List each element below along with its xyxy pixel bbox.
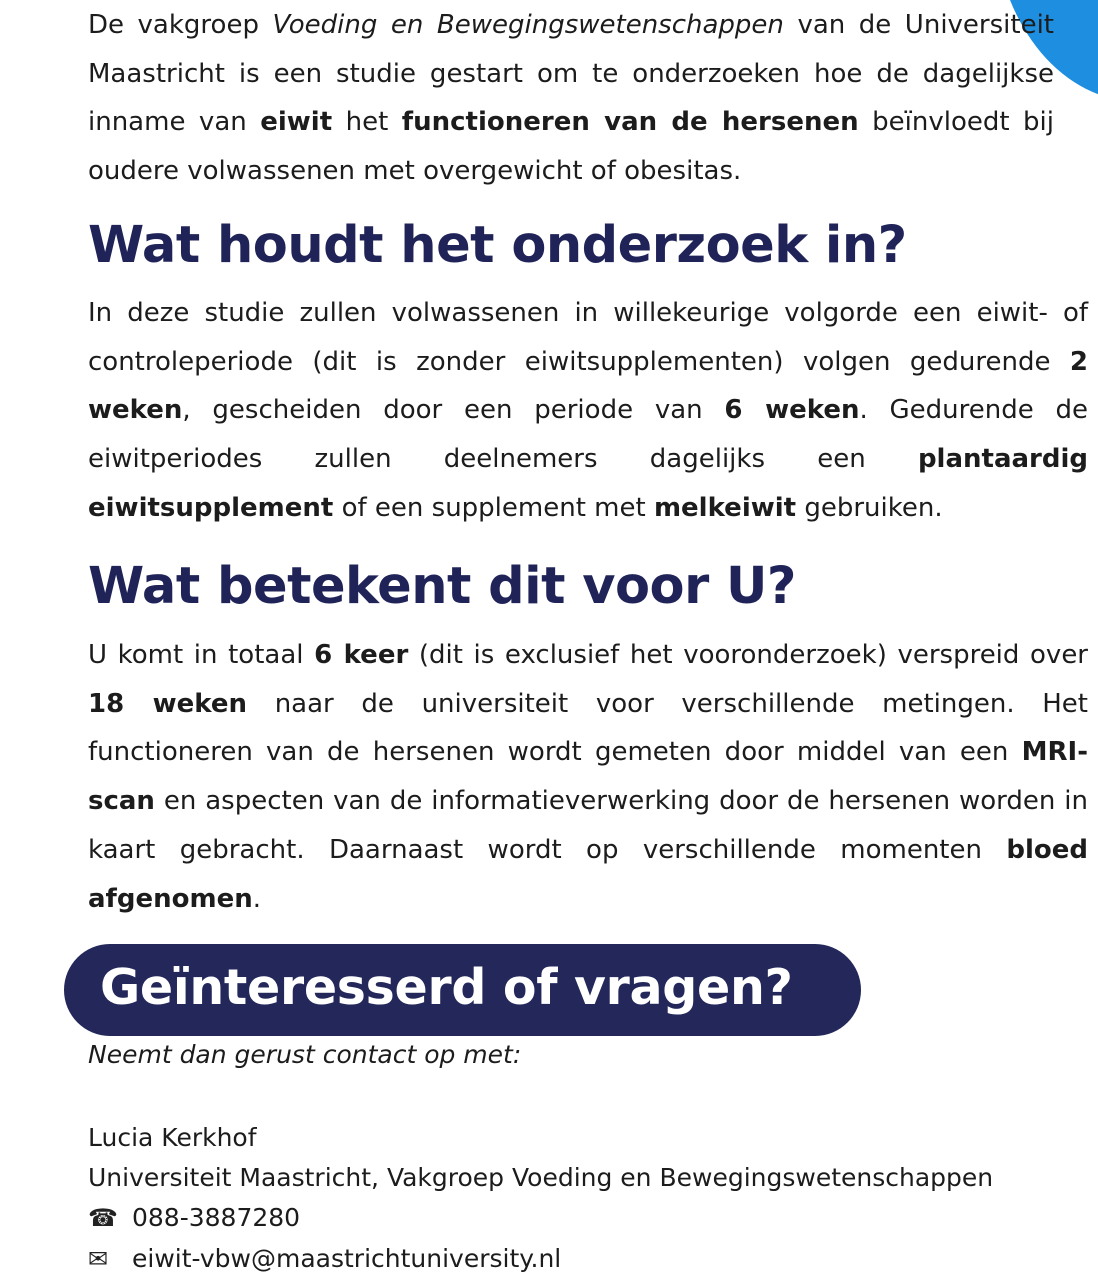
- contact-banner-text: Geïnteresserd of vragen?: [100, 959, 793, 1016]
- contact-intro: Neemt dan gerust contact op met:: [88, 1040, 522, 1069]
- participation-paragraph: U komt in totaal 6 keer (dit is exclusief het vooronderzoek) verspreid over 18 weken naar de universiteit voor verschillende metingen. Het functioneren van de hersenen wordt gemeten door middel van een MRI-scan en aspecten van de informatieverwerking door de hersenen worden in kaart gebracht. Daarnaast wordt op verschillende momenten bloed afgenomen.: [88, 640, 1088, 914]
- section-heading-onderzoek: Wat houdt het onderzoek in?: [88, 216, 907, 275]
- contact-organization: Universiteit Maastricht, Vakgroep Voeding en Bewegingswetenschappen: [88, 1163, 994, 1192]
- section-heading-betekenis: Wat betekent dit voor U?: [88, 557, 796, 616]
- study-description-paragraph: In deze studie zullen volwassenen in willekeurige volgorde een eiwit- of controleperiode (dit is zonder eiwitsupplementen) volgen gedurende 2 weken, gescheiden door een periode van 6 weken. Gedurende de eiwitperiodes zullen deelnemers dagelijks een plantaardig eiwitsupplement of een supplement met melkeiwit gebruiken.: [88, 298, 1088, 523]
- contact-email[interactable]: eiwit-vbw@maastrichtuniversity.nl: [132, 1244, 562, 1273]
- contact-name: Lucia Kerkhof: [88, 1123, 257, 1152]
- contact-banner: [64, 944, 861, 1036]
- contact-email-line: [88, 1244, 561, 1273]
- contact-phone-line: [88, 1203, 300, 1232]
- contact-phone[interactable]: 088-3887280: [132, 1203, 301, 1232]
- envelope-icon: ✉: [88, 1245, 109, 1273]
- intro-paragraph: De vakgroep Voeding en Bewegingswetenschappen van de Universiteit Maastricht is een studie gestart om te onderzoeken hoe de dagelijkse inname van eiwit het functioneren van de hersenen beïnvloedt bij oudere volwassenen met overgewicht of obesitas.: [88, 10, 1055, 187]
- telephone-icon: ☎: [88, 1204, 118, 1232]
